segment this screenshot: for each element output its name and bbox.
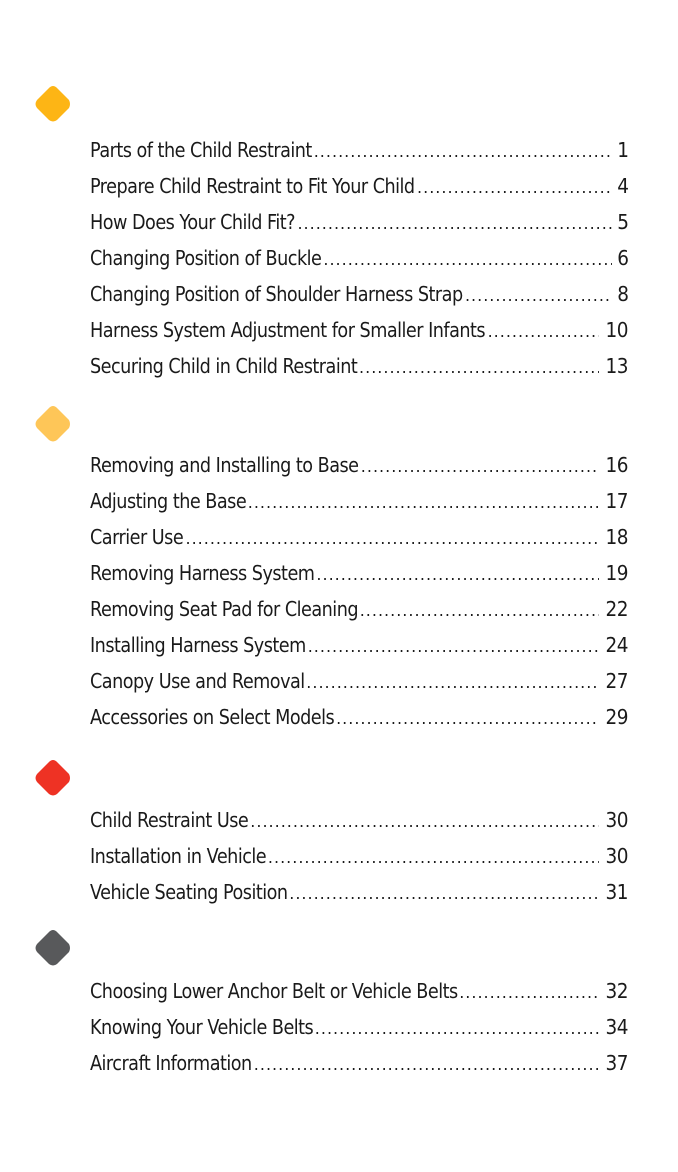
toc-leader-dots [254, 1055, 599, 1074]
toc-leader-dots [417, 178, 612, 197]
toc-entry-title: Accessories on Select Models [90, 705, 335, 729]
section-3-entries [90, 808, 628, 916]
toc-entry-page: 13 [605, 354, 628, 378]
toc-leader-dots [488, 322, 600, 341]
toc-entry-page: 18 [605, 525, 628, 549]
section-1-diamond-shape [36, 86, 71, 122]
toc-entry[interactable] [90, 354, 628, 390]
toc-entry-page: 10 [605, 318, 628, 342]
toc-entry-title: Vehicle Seating Position [90, 880, 288, 904]
toc-entry[interactable] [90, 489, 628, 525]
toc-entry-title: How Does Your Child Fit? [90, 210, 296, 234]
toc-leader-dots [359, 358, 599, 377]
toc-leader-dots [268, 848, 599, 867]
toc-entry-title: Removing Seat Pad for Cleaning [90, 597, 359, 621]
toc-entry-page: 37 [605, 1051, 628, 1075]
toc-entry-title: Canopy Use and Removal [90, 669, 305, 693]
toc-entry-page: 6 [616, 246, 628, 270]
toc-leader-dots [323, 250, 611, 269]
toc-entry-title: Choosing Lower Anchor Belt or Vehicle Belts [90, 979, 458, 1003]
toc-leader-dots [250, 812, 599, 831]
toc-entry-page: 24 [605, 633, 628, 657]
section-4-entries [90, 979, 628, 1087]
toc-leader-dots [315, 1019, 599, 1038]
section-3-diamond-icon [33, 758, 73, 798]
section-1-entries [90, 138, 628, 390]
toc-leader-dots [316, 565, 599, 584]
section-4-diamond-shape [36, 930, 71, 966]
toc-entry-title: Adjusting the Base [90, 489, 247, 513]
toc-entry[interactable] [90, 561, 628, 597]
toc-entry-title: Parts of the Child Restraint [90, 138, 312, 162]
toc-entry-title: Child Restraint Use [90, 808, 249, 832]
toc-entry[interactable] [90, 1051, 628, 1087]
toc-entry-page: 8 [616, 282, 628, 306]
section-2-entries [90, 453, 628, 741]
toc-leader-dots [289, 884, 599, 903]
toc-entry[interactable] [90, 1015, 628, 1051]
toc-entry-page: 32 [605, 979, 628, 1003]
toc-leader-dots [297, 214, 611, 233]
toc-entry[interactable] [90, 844, 628, 880]
toc-entry[interactable] [90, 246, 628, 282]
toc-entry-title: Carrier Use [90, 525, 184, 549]
toc-entry[interactable] [90, 318, 628, 354]
toc-entry[interactable] [90, 174, 628, 210]
toc-entry-page: 34 [605, 1015, 628, 1039]
toc-leader-dots [306, 673, 599, 692]
toc-entry-page: 19 [605, 561, 628, 585]
toc-leader-dots [459, 983, 599, 1002]
toc-entry-title: Changing Position of Buckle [90, 246, 322, 270]
toc-entry-page: 31 [605, 880, 628, 904]
toc-entry-title: Installing Harness System [90, 633, 306, 657]
toc-leader-dots [186, 529, 600, 548]
toc-leader-dots [314, 142, 612, 161]
toc-entry[interactable] [90, 525, 628, 561]
toc-entry-page: 30 [605, 844, 628, 868]
toc-entry[interactable] [90, 210, 628, 246]
toc-entry[interactable] [90, 138, 628, 174]
toc-entry[interactable] [90, 453, 628, 489]
toc-entry-title: Removing and Installing to Base [90, 453, 359, 477]
toc-entry-page: 22 [605, 597, 628, 621]
toc-leader-dots [248, 493, 599, 512]
toc-entry-title: Changing Position of Shoulder Harness Strap [90, 282, 463, 306]
toc-entry[interactable] [90, 282, 628, 318]
section-3-diamond-shape [36, 760, 71, 796]
toc-leader-dots [360, 601, 599, 620]
section-2-diamond-icon [33, 404, 73, 444]
section-2-diamond-shape [36, 406, 71, 442]
toc-leader-dots [361, 457, 599, 476]
toc-entry-title: Prepare Child Restraint to Fit Your Child [90, 174, 415, 198]
toc-entry[interactable] [90, 979, 628, 1015]
toc-entry-title: Knowing Your Vehicle Belts [90, 1015, 314, 1039]
toc-entry-page: 27 [605, 669, 628, 693]
toc-entry-title: Aircraft Information [90, 1051, 252, 1075]
toc-leader-dots [308, 637, 599, 656]
toc-entry-page: 30 [605, 808, 628, 832]
section-4-diamond-icon [33, 928, 73, 968]
toc-entry-title: Harness System Adjustment for Smaller Infants [90, 318, 486, 342]
toc-entry-title: Securing Child in Child Restraint [90, 354, 358, 378]
toc-entry-page: 16 [605, 453, 628, 477]
toc-entry-title: Installation in Vehicle [90, 844, 267, 868]
toc-leader-dots [336, 709, 599, 728]
toc-entry-page: 5 [616, 210, 628, 234]
toc-entry[interactable] [90, 633, 628, 669]
toc-entry-title: Removing Harness System [90, 561, 315, 585]
toc-entry[interactable] [90, 705, 628, 741]
section-1-diamond-icon [33, 84, 73, 124]
toc-entry[interactable] [90, 880, 628, 916]
toc-entry-page: 1 [616, 138, 628, 162]
toc-entry[interactable] [90, 597, 628, 633]
toc-entry[interactable] [90, 669, 628, 705]
toc-entry-page: 4 [616, 174, 628, 198]
toc-entry[interactable] [90, 808, 628, 844]
toc-leader-dots [465, 286, 612, 305]
toc-entry-page: 17 [605, 489, 628, 513]
toc-entry-page: 29 [605, 705, 628, 729]
